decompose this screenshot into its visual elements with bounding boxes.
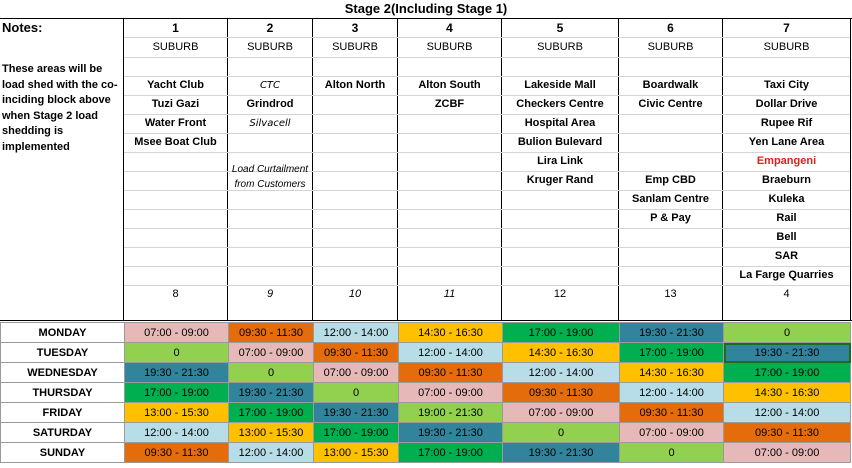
time-slot[interactable]: 19:30 - 21:30	[399, 423, 503, 443]
area-item: Lira Link	[537, 155, 583, 167]
load-curtailment-note: Load Curtailment from Customers	[231, 164, 309, 190]
col-divider	[618, 18, 619, 320]
time-slot[interactable]: 19:00 - 21:30	[399, 403, 503, 423]
area-item: Water Front	[144, 117, 207, 129]
suburb-header: SUBURB	[763, 41, 810, 53]
time-slot[interactable]: 19:30 - 21:30	[125, 363, 229, 383]
col-divider	[850, 18, 851, 320]
area-item: Empangeni	[756, 155, 817, 167]
time-slot[interactable]: 14:30 - 16:30	[503, 343, 620, 363]
column-mid-number: 12	[553, 288, 567, 300]
column-number: 3	[351, 21, 359, 35]
schedule-row	[1, 443, 851, 463]
day-label[interactable]: WEDNESDAY	[1, 363, 125, 383]
time-slot[interactable]: 12:00 - 14:00	[125, 423, 229, 443]
time-slot[interactable]: 07:00 - 09:00	[620, 423, 724, 443]
time-slot[interactable]: 0	[229, 363, 314, 383]
time-slot[interactable]: 17:00 - 19:00	[229, 403, 314, 423]
grid-row-line	[124, 57, 850, 58]
schedule-row	[1, 323, 851, 343]
area-item: SAR	[774, 250, 799, 262]
area-item: Silvacell	[249, 118, 291, 129]
area-item: Civic Centre	[638, 98, 703, 110]
col-divider	[397, 18, 398, 320]
time-slot[interactable]: 07:00 - 09:00	[503, 403, 620, 423]
area-item: La Farge Quarries	[739, 269, 834, 281]
time-slot[interactable]: 14:30 - 16:30	[399, 323, 503, 343]
time-slot[interactable]: 07:00 - 09:00	[314, 363, 399, 383]
area-item: Boardwalk	[642, 79, 699, 91]
area-item: Kruger Rand	[526, 174, 594, 186]
time-slot[interactable]: 19:30 - 21:30	[503, 443, 620, 463]
time-slot-selected[interactable]: 19:30 - 21:30	[724, 343, 851, 363]
time-slot[interactable]: 14:30 - 16:30	[724, 383, 851, 403]
area-item: Taxi City	[763, 79, 810, 91]
schedule-row	[1, 403, 851, 423]
column-mid-number: 4	[783, 288, 790, 300]
time-slot[interactable]: 0	[620, 443, 724, 463]
time-slot[interactable]: 0	[125, 343, 229, 363]
suburb-header: SUBURB	[647, 41, 694, 53]
time-slot[interactable]: 07:00 - 09:00	[125, 323, 229, 343]
suburb-header: SUBURB	[247, 41, 293, 53]
time-slot[interactable]: 07:00 - 09:00	[724, 443, 851, 463]
column-number: 6	[667, 21, 674, 35]
column-number: 5	[556, 21, 564, 35]
area-item: ZCBF	[434, 98, 465, 110]
area-item: Yacht Club	[147, 79, 204, 91]
col-divider	[312, 18, 313, 320]
suburb-header: SUBURB	[426, 41, 473, 53]
area-item: P & Pay	[650, 212, 691, 224]
area-item: Checkers Centre	[516, 98, 604, 110]
time-slot[interactable]: 09:30 - 11:30	[724, 423, 851, 443]
time-slot[interactable]: 09:30 - 11:30	[314, 343, 399, 363]
schedule-row	[1, 343, 851, 363]
time-slot[interactable]: 0	[724, 323, 851, 343]
day-label[interactable]: FRIDAY	[1, 403, 125, 423]
time-slot[interactable]: 19:30 - 21:30	[314, 403, 399, 423]
suburb-header: SUBURB	[332, 41, 378, 53]
area-item: CTC	[259, 80, 281, 91]
area-item: Yen Lane Area	[748, 136, 825, 148]
area-item: Grindrod	[246, 98, 294, 110]
column-number: 2	[266, 21, 274, 35]
area-item: Lakeside Mall	[524, 79, 596, 91]
schedule-table	[0, 322, 851, 463]
area-item: Emp CBD	[645, 174, 696, 186]
time-slot[interactable]: 19:30 - 21:30	[620, 323, 724, 343]
area-item: Rail	[776, 212, 797, 224]
schedule-row	[1, 383, 851, 403]
area-item: Kuleka	[768, 193, 805, 205]
time-slot[interactable]: 07:00 - 09:00	[229, 343, 314, 363]
time-slot[interactable]: 09:30 - 11:30	[503, 383, 620, 403]
column-mid-number: 10	[348, 288, 362, 300]
area-item: Rupee Rif	[760, 117, 813, 129]
time-slot[interactable]: 14:30 - 16:30	[620, 363, 724, 383]
area-item: Braeburn	[762, 174, 811, 186]
time-slot[interactable]: 17:00 - 19:00	[314, 423, 399, 443]
time-slot[interactable]: 17:00 - 19:00	[399, 443, 503, 463]
notes-text: These areas will be load shed with the co-inciding block above when Stage 2 load shedding is implemented	[2, 63, 118, 153]
column-number: 7	[783, 21, 790, 35]
notes-label: Notes:	[2, 20, 43, 35]
schedule-row	[1, 423, 851, 443]
time-slot[interactable]: 12:00 - 14:00	[620, 383, 724, 403]
time-slot[interactable]: 09:30 - 11:30	[229, 323, 314, 343]
time-slot[interactable]: 0	[314, 383, 399, 403]
time-slot[interactable]: 17:00 - 19:00	[503, 323, 620, 343]
area-item: Sanlam Centre	[631, 193, 710, 205]
time-slot[interactable]: 12:00 - 14:00	[724, 403, 851, 423]
day-label[interactable]: SATURDAY	[1, 423, 125, 443]
sheet-title: Stage 2(Including Stage 1)	[344, 1, 508, 16]
time-slot[interactable]: 12:00 - 14:00	[503, 363, 620, 383]
time-slot[interactable]: 09:30 - 11:30	[125, 443, 229, 463]
time-slot[interactable]: 13:00 - 15:30	[229, 423, 314, 443]
col-divider	[123, 18, 124, 320]
time-slot[interactable]: 07:00 - 09:00	[399, 383, 503, 403]
time-slot[interactable]: 17:00 - 19:00	[620, 343, 724, 363]
time-slot[interactable]: 0	[503, 423, 620, 443]
schedule-row	[1, 363, 851, 383]
day-label[interactable]: MONDAY	[1, 323, 125, 343]
day-label[interactable]: TUESDAY	[1, 343, 125, 363]
column-number: 4	[446, 21, 453, 35]
area-item: Alton North	[324, 79, 386, 91]
day-label[interactable]: SUNDAY	[1, 443, 125, 463]
suburb-header: SUBURB	[152, 41, 199, 53]
time-slot[interactable]: 12:00 - 14:00	[229, 443, 314, 463]
time-slot[interactable]: 17:00 - 19:00	[724, 363, 851, 383]
time-slot[interactable]: 12:00 - 14:00	[399, 343, 503, 363]
area-item: Bulion Bulevard	[517, 136, 603, 148]
area-item: Tuzi Gazi	[151, 98, 200, 110]
column-mid-number: 13	[664, 288, 677, 300]
time-slot[interactable]: 19:30 - 21:30	[229, 383, 314, 403]
time-slot[interactable]: 09:30 - 11:30	[399, 363, 503, 383]
day-label[interactable]: THURSDAY	[1, 383, 125, 403]
time-slot[interactable]: 13:00 - 15:30	[314, 443, 399, 463]
column-mid-number: 8	[172, 288, 179, 300]
time-slot[interactable]: 13:00 - 15:30	[125, 403, 229, 423]
area-item: Msee Boat Club	[134, 136, 217, 148]
time-slot[interactable]: 12:00 - 14:00	[314, 323, 399, 343]
time-slot[interactable]: 09:30 - 11:30	[620, 403, 724, 423]
area-item: Dollar Drive	[755, 98, 818, 110]
suburb-header: SUBURB	[537, 41, 583, 53]
column-number: 1	[172, 21, 179, 35]
area-item: Hospital Area	[524, 117, 596, 129]
area-item: Alton South	[418, 79, 481, 91]
section-divider	[0, 320, 852, 321]
column-mid-number: 11	[443, 288, 456, 300]
area-item: Bell	[776, 231, 797, 243]
column-mid-number: 9	[266, 288, 274, 300]
time-slot[interactable]: 17:00 - 19:00	[125, 383, 229, 403]
